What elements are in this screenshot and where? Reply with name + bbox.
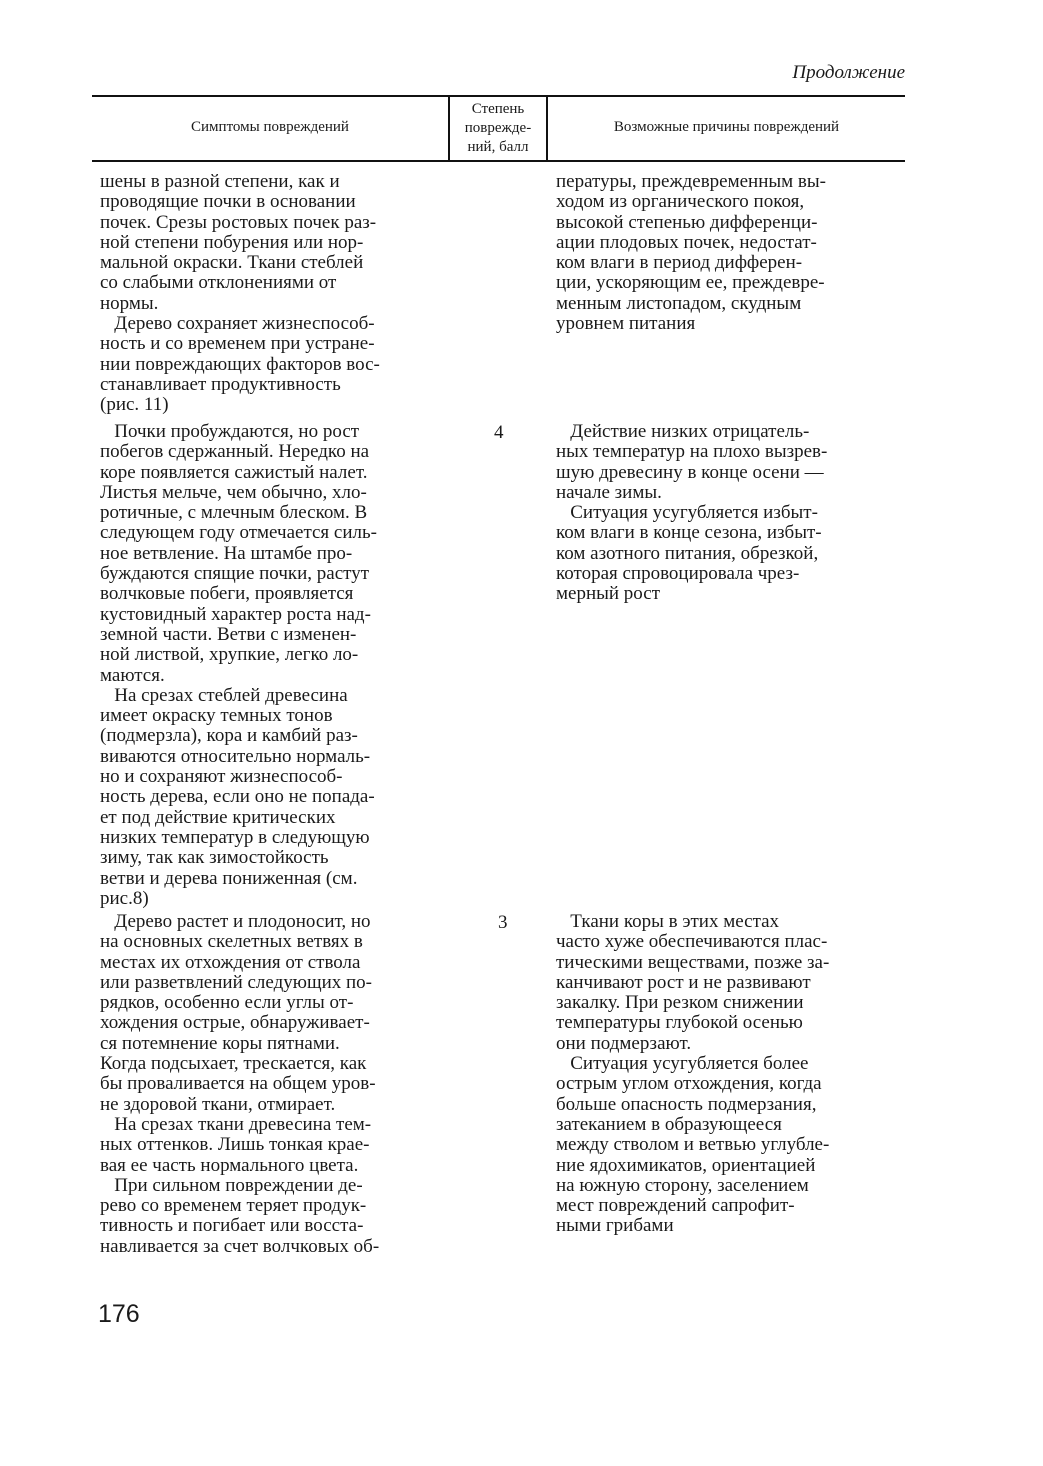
row-3-score: 3	[498, 912, 508, 933]
paragraph: Действие низких отрицатель- ных температур на плохо вызрев- шую древесину в конце осени — начале зимы.	[556, 421, 828, 503]
table-top-rule	[92, 95, 905, 97]
header-score: Степень поврежде- ний, балл	[464, 101, 532, 155]
row-3-symptoms	[100, 912, 445, 1257]
paragraph: На срезах стеблей древесина имеет окраску темных тонов (подмерзла), кора и камбий раз- виваются относительно нормаль- но и сохраняют жизнеспособ- ность дерева, если оно не попада- ет под действие критических низких температур в следующую зиму, так как зимостойкость ветви и дерева пониженная (см. рис.8)	[100, 684, 375, 909]
paragraph: Ситуация усугубляется более острым углом отхождения, когда больше опасность подмерзания, затеканием в образующееся между стволом и ветвью углубле- ние ядохимикатов, ориентацией на южную сторону, заселением мест повреждений сапрофит- ными грибами	[556, 1053, 830, 1237]
table-header-rule	[92, 160, 905, 162]
row-3-causes	[556, 912, 901, 1237]
header-causes: Возможные причины повреждений	[613, 119, 840, 135]
row-1-symptoms	[100, 172, 445, 416]
paragraph: Дерево растет и плодоносит, но на основных скелетных ветвях в местах их отхождения от ствола или разветвлений следующих по- рядков, особенно если углы от- хождения острые, обнаруживает- ся потемнение коры пятнами. Когда подсыхает, трескается, как бы проваливается на общем уров- не здоровой ткани, отмирает.	[100, 911, 376, 1115]
paragraph: Дерево сохраняет жизнеспособ- ность и со временем при устране- нии повреждающих факторов вос- станавливает продуктивность (рис. 11)	[100, 313, 380, 416]
paragraph: Ткани коры в этих местах часто хуже обеспечиваются плас- тическими веществами, позже за- канчивают рост и не развивают закалку. При резком снижении температуры глубокой осенью они подмерзают.	[556, 911, 830, 1054]
paragraph: пературы, преждевременным вы- ходом из органического покоя, высокой степенью дифференци- ации плодовых почек, недостат- ком влаги в период дифферен- ции, ускоряющим ее, преждевре- менным листопадом, скудным уровнем питания	[556, 171, 826, 335]
paragraph: шены в разной степени, как и проводящие почки в основании почек. Срезы ростовых почек раз- ной степени побурения или нор- мальной окраски. Ткани стеблей со слабыми отклонениями от нормы.	[100, 171, 377, 314]
paragraph: Почки пробуждаются, но рост побегов сдержанный. Нередко на коре появляется сажистый налет. Листья мельче, чем обычно, хло- ротичные, с млечным блеском. В следующем году отмечается силь- ное ветвление. На штамбе про- буждаются спящие почки, растут волчковые побеги, проявляется кустовидный характер роста над- земной части. Ветви с изменен- ной листвой, хрупкие, легко ло- маются.	[100, 421, 377, 686]
row-1-causes	[556, 172, 901, 334]
paragraph: Ситуация усугубляется избыт- ком влаги в конце сезона, избыт- ком азотного питания, обрезкой, которая спровоцировала чрез- мерный рост	[556, 502, 822, 605]
continued-label: Продолжение	[792, 62, 905, 83]
paragraph: При сильном повреждении де- рево со временем теряет продук- тивность и погибает или восста- навливается за счет волчковых об-	[100, 1174, 380, 1257]
page-number: 176	[98, 1300, 140, 1328]
row-2-symptoms	[100, 422, 445, 909]
header-symptoms: Симптомы повреждений	[191, 119, 349, 135]
row-2-causes	[556, 422, 901, 605]
paragraph: На срезах ткани древесина тем- ных оттенков. Лишь тонкая крае- вая ее часть нормального цвета.	[100, 1113, 372, 1176]
row-2-score: 4	[494, 422, 504, 443]
